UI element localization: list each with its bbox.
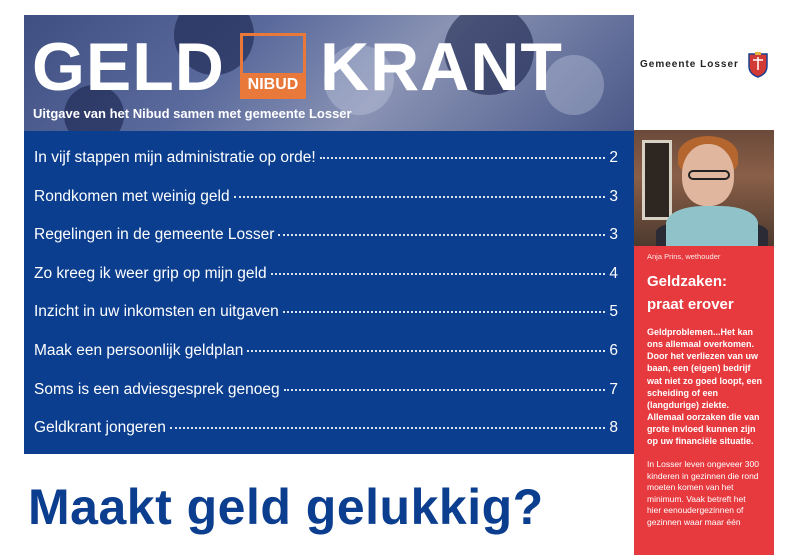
toc-item-title: Geldkrant jongeren bbox=[34, 419, 166, 437]
nibud-logo bbox=[240, 33, 306, 99]
coat-of-arms-icon bbox=[747, 50, 769, 78]
toc-item-page: 4 bbox=[609, 264, 618, 282]
toc-item-page: 3 bbox=[609, 187, 618, 205]
table-of-contents bbox=[24, 131, 634, 454]
toc-leader-dots bbox=[320, 157, 606, 159]
toc-item-page: 6 bbox=[609, 341, 618, 359]
toc-item-title: Zo kreeg ik weer grip op mijn geld bbox=[34, 264, 267, 282]
toc-item[interactable] bbox=[34, 342, 618, 381]
photo-caption: Anja Prins, wethouder bbox=[647, 252, 721, 261]
toc-leader-dots bbox=[170, 427, 606, 429]
toc-item[interactable] bbox=[34, 188, 618, 227]
toc-leader-dots bbox=[283, 311, 606, 313]
portrait-photo bbox=[634, 130, 774, 246]
toc-leader-dots bbox=[247, 350, 605, 352]
toc-leader-dots bbox=[234, 196, 606, 198]
sidebar-body: In Losser leven ongeveer 300 kinderen in gezinnen die rond moeten komen van het minimum. Vaak betreft het hier eenoudergezinnen of gezinnen waar maar één bbox=[647, 459, 759, 527]
toc-item-title: Maak een persoonlijk geldplan bbox=[34, 341, 244, 359]
masthead-title-left: GELD bbox=[32, 29, 225, 105]
masthead-subtitle: Uitgave van het Nibud samen met gemeente Losser bbox=[33, 106, 352, 121]
toc-item[interactable] bbox=[34, 381, 618, 420]
toc-item-title: Regelingen in de gemeente Losser bbox=[34, 226, 275, 244]
toc-item[interactable] bbox=[34, 303, 618, 342]
masthead-title-right: KRANT bbox=[320, 29, 563, 105]
toc-item[interactable] bbox=[34, 149, 618, 188]
municipality-brand bbox=[640, 50, 769, 78]
toc-item-title: Soms is een adviesgesprek genoeg bbox=[34, 380, 280, 398]
toc-item[interactable] bbox=[34, 419, 618, 458]
toc-item-title: In vijf stappen mijn administratie op orde! bbox=[34, 149, 316, 166]
sidebar-intro: Geldproblemen...Het kan ons allemaal overkomen. Door het verliezen van uw baan, een (eigen) bedrijf wat niet zo goed loopt, een scheiding of een (langdurige) ziekte. Allemaal oorzaken die van grote invloed kunnen zijn op uw financiële situatie. bbox=[647, 327, 763, 447]
toc-item[interactable] bbox=[34, 226, 618, 265]
page-headline: Maakt geld gelukkig? bbox=[28, 479, 544, 535]
toc-leader-dots bbox=[271, 273, 606, 275]
toc-item-page: 2 bbox=[609, 149, 618, 166]
toc-leader-dots bbox=[284, 389, 606, 391]
sidebar-title: Geldzaken: praat erover bbox=[647, 273, 734, 313]
masthead bbox=[24, 15, 634, 131]
toc-leader-dots bbox=[278, 234, 605, 236]
toc-item-title: Inzicht in uw inkomsten en uitgaven bbox=[34, 303, 279, 321]
toc-item-title: Rondkomen met weinig geld bbox=[34, 187, 230, 205]
toc-item-page: 7 bbox=[609, 380, 618, 398]
toc-item-page: 5 bbox=[609, 303, 618, 321]
toc-item[interactable] bbox=[34, 265, 618, 304]
nibud-logo-label: NIBUD bbox=[243, 73, 303, 96]
sidebar-column bbox=[634, 246, 774, 555]
toc-item-page: 8 bbox=[609, 419, 618, 437]
toc-item-page: 3 bbox=[609, 226, 618, 244]
municipality-name: Gemeente Losser bbox=[640, 58, 739, 70]
